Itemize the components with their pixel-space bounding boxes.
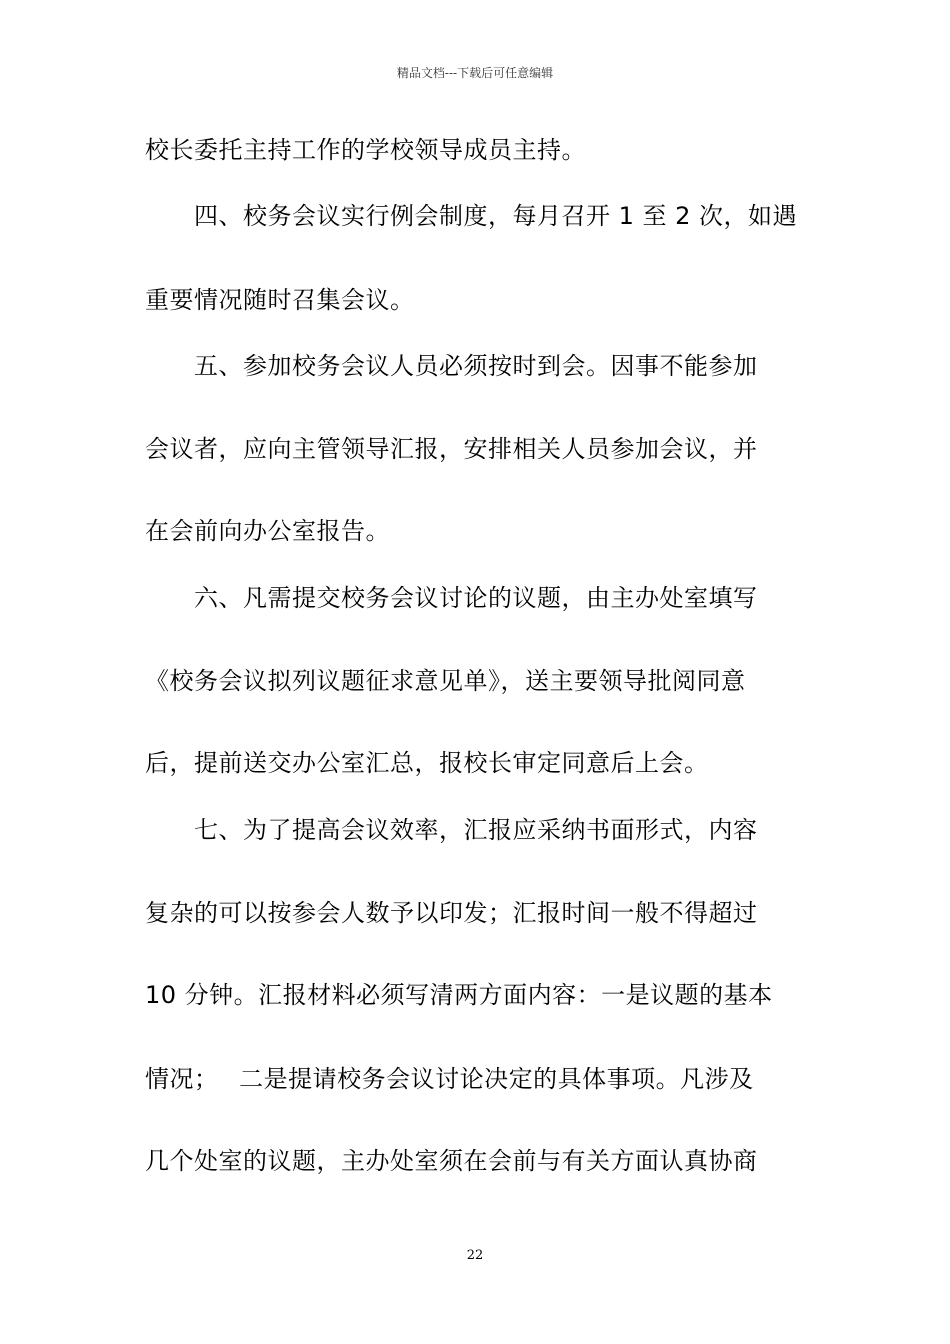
body-line: 后，提前送交办公室汇总，报校长审定同意后上会。	[145, 749, 709, 777]
body-line: 在会前向办公室报告。	[145, 517, 390, 545]
body-line: 七、为了提高会议效率，汇报应采纳书面形式，内容	[145, 816, 758, 844]
body-line: 几个处室的议题，主办处室须在会前与有关方面认真协商	[145, 1147, 758, 1175]
body-line: 五、参加校务会议人员必须按时到会。因事不能参加	[145, 352, 758, 380]
body-line: 重要情况随时召集会议。	[145, 286, 415, 314]
body-line: 情况； 二是提请校务会议讨论决定的具体事项。凡涉及	[145, 1065, 754, 1093]
body-line: 会议者，应向主管领导汇报，安排相关人员参加会议，并	[145, 435, 758, 463]
body-line: 《校务会议拟列议题征求意见单》，送主要领导批阅同意	[145, 667, 746, 695]
body-line: 六、凡需提交校务会议讨论的议题，由主办处室填写	[145, 584, 758, 612]
body-line: 四、校务会议实行例会制度，每月召开 1 至 2 次，如遇	[145, 202, 798, 230]
page-header: 精品文档---下载后可任意编辑	[396, 66, 554, 80]
body-line: 校长委托主持工作的学校领导成员主持。	[145, 136, 586, 164]
body-line: 10 分钟。汇报材料必须写清两方面内容：一是议题的基本	[145, 981, 773, 1009]
page-number: 22	[466, 1248, 484, 1263]
body-line: 复杂的可以按参会人数予以印发；汇报时间一般不得超过	[145, 899, 758, 927]
